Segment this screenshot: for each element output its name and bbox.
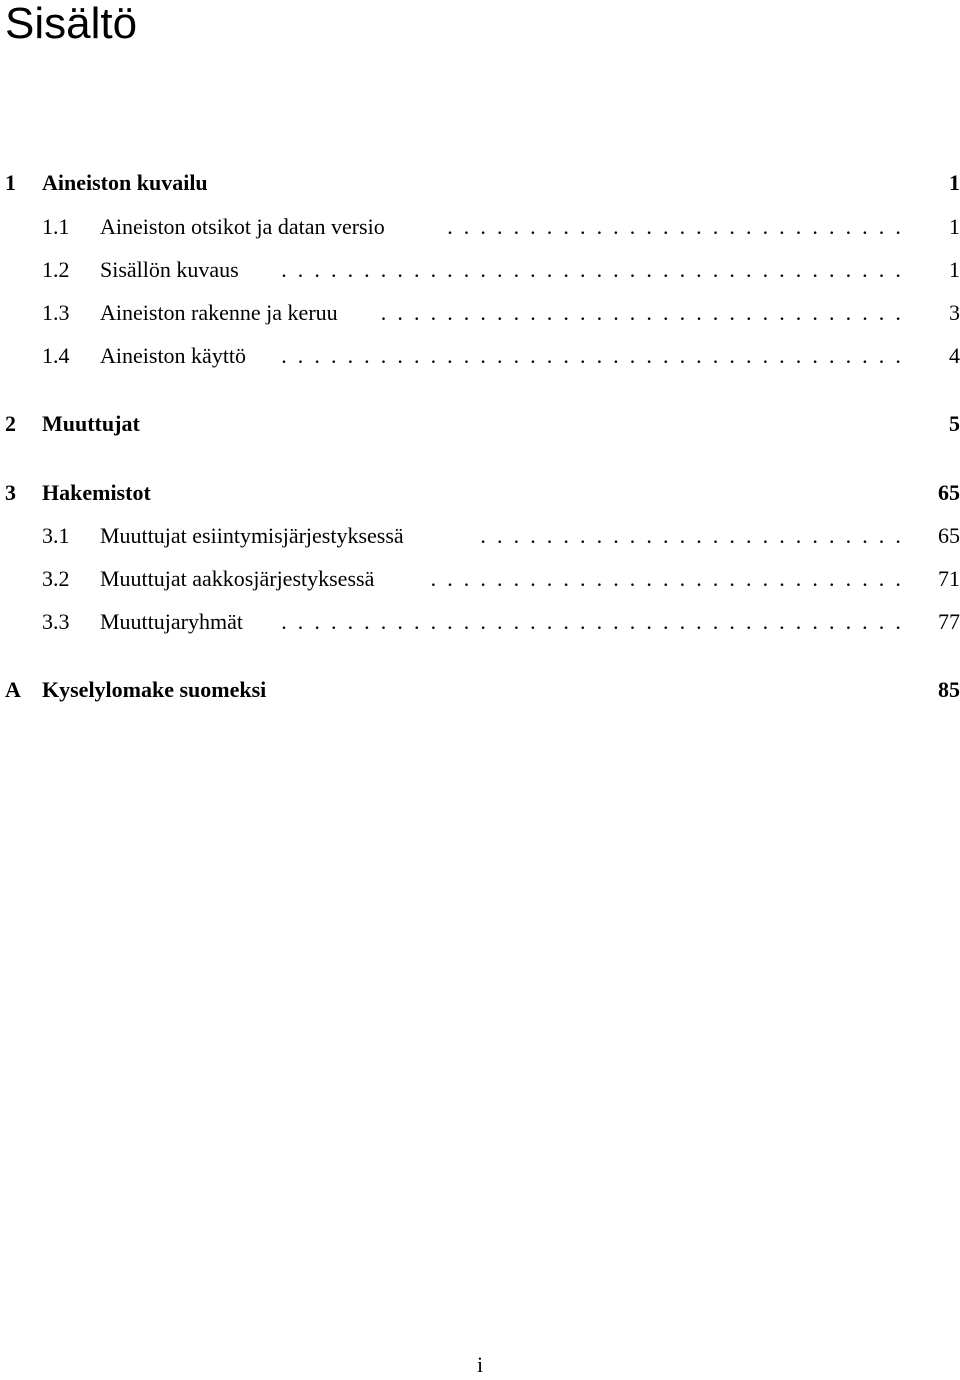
toc-entry-page: 85 <box>938 677 960 702</box>
toc-entry-title: Muuttujat esiintymisjärjestyksessä <box>100 523 404 548</box>
toc-section-1-3[interactable] <box>0 298 960 328</box>
toc-entry-number: 3.1 <box>42 523 70 548</box>
toc-entry-number: 3 <box>5 480 16 505</box>
toc-entry-page: 3 <box>949 300 960 325</box>
toc-entry-title: Muuttujaryhmät <box>100 609 243 634</box>
toc-appendix-a[interactable] <box>0 675 960 705</box>
toc-entry-title: Hakemistot <box>42 480 151 505</box>
toc-section-3-3[interactable] <box>0 607 960 637</box>
dot-leader: ................................ <box>380 300 912 325</box>
toc-entry-number: 1.3 <box>42 300 70 325</box>
toc-entry-title: Aineiston kuvailu <box>42 170 208 195</box>
toc-entry-title: Kyselylomake suomeksi <box>42 677 267 702</box>
toc-entry-page: 71 <box>938 566 960 591</box>
toc-entry-title: Muuttujat <box>42 411 140 436</box>
toc-section-3-1[interactable] <box>0 521 960 551</box>
toc-entry-page: 1 <box>949 257 960 282</box>
toc-entry-number: 1.1 <box>42 214 70 239</box>
toc-entry-page: 1 <box>949 214 960 239</box>
toc-entry-number: 1.4 <box>42 343 70 368</box>
toc-entry-title: Sisällön kuvaus <box>100 257 239 282</box>
page-title: Sisältö <box>5 0 138 48</box>
dot-leader: ............................. <box>430 566 912 591</box>
toc-entry-number: 1.2 <box>42 257 70 282</box>
toc-entry-page: 65 <box>938 523 960 548</box>
toc-entry-title: Aineiston rakenne ja keruu <box>100 300 338 325</box>
toc-entry-number: 2 <box>5 411 16 436</box>
toc-chapter-1[interactable] <box>0 168 960 198</box>
toc-entry-page: 4 <box>949 343 960 368</box>
toc-entry-number: 3.3 <box>42 609 70 634</box>
toc-entry-page: 65 <box>938 480 960 505</box>
dot-leader: ...................................... <box>281 257 912 282</box>
dot-leader: .......................... <box>480 523 912 548</box>
toc-chapter-3[interactable] <box>0 478 960 508</box>
toc-entry-title: Muuttujat aakkosjärjestyksessä <box>100 566 375 591</box>
toc-section-1-1[interactable] <box>0 212 960 242</box>
toc-entry-page: 77 <box>938 609 960 634</box>
toc-entry-number: 1 <box>5 170 16 195</box>
toc-entry-number: A <box>5 677 21 702</box>
toc-section-1-4[interactable] <box>0 341 960 371</box>
toc-chapter-2[interactable] <box>0 409 960 439</box>
toc-section-1-2[interactable] <box>0 255 960 285</box>
toc-entry-page: 5 <box>949 411 960 436</box>
toc-entry-title: Aineiston otsikot ja datan versio <box>100 214 385 239</box>
dot-leader: ............................ <box>447 214 912 239</box>
toc-section-3-2[interactable] <box>0 564 960 594</box>
toc-entry-page: 1 <box>949 170 960 195</box>
page-number: i <box>476 1352 484 1377</box>
toc-entry-title: Aineiston käyttö <box>100 343 247 368</box>
toc-entry-number: 3.2 <box>42 566 70 591</box>
dot-leader: ...................................... <box>281 343 912 368</box>
dot-leader: ...................................... <box>281 609 912 634</box>
